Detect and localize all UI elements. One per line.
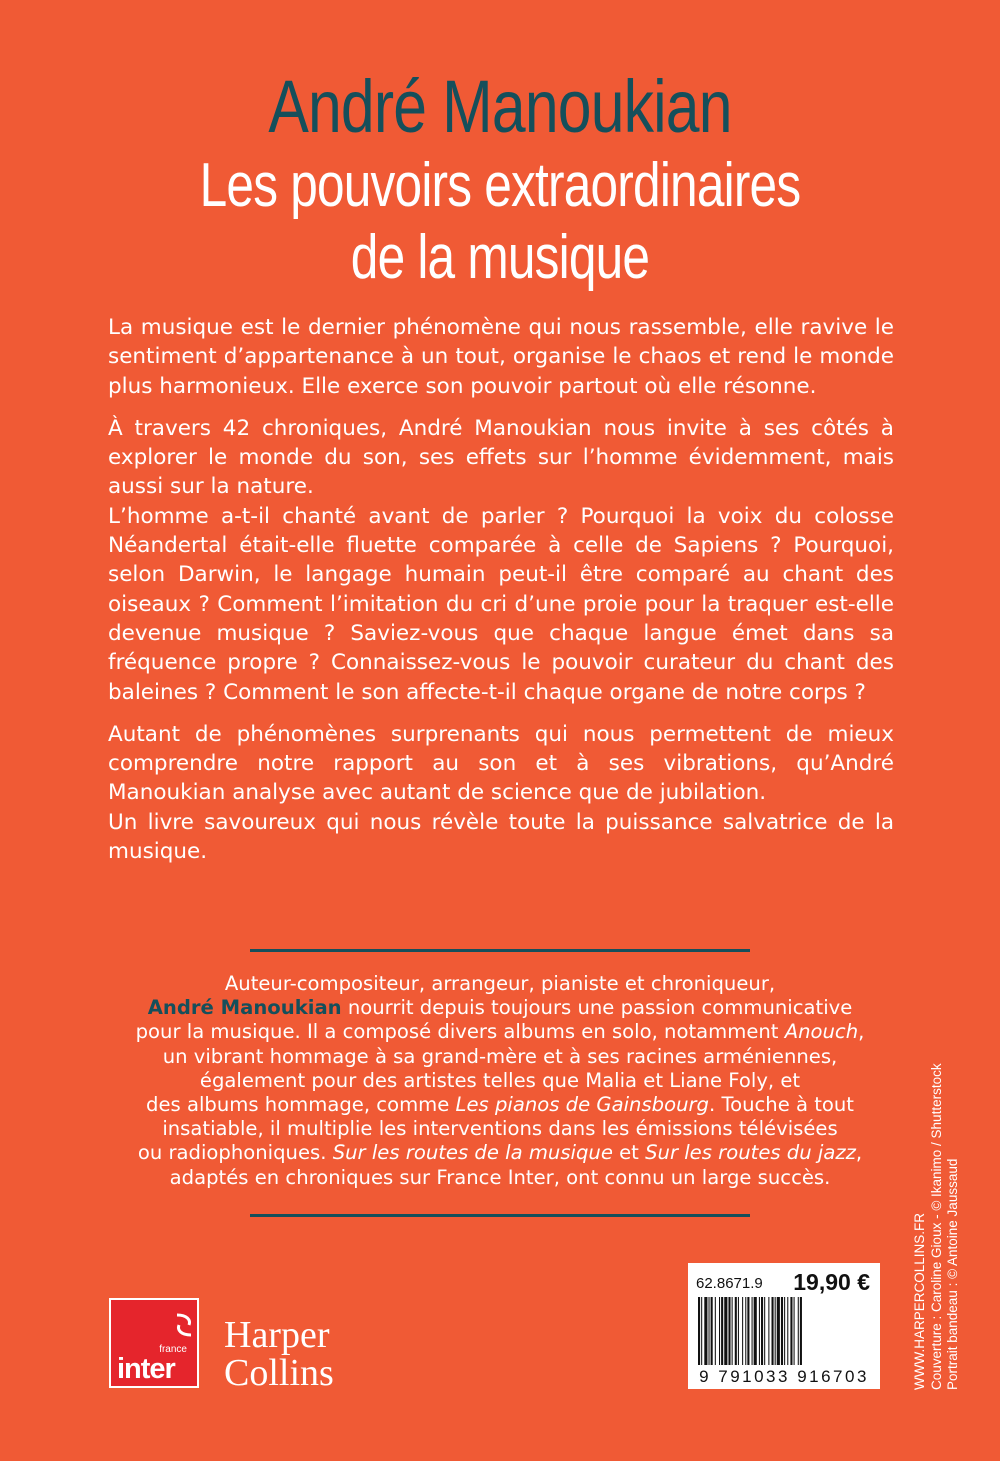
- blurb-paragraph-2: À travers 42 chroniques, André Manoukian nous invite à ses côtés à explorer le monde du son, ses effets sur l’homme évidemment, mais aussi sur la nature.: [108, 415, 894, 500]
- barcode-box: [688, 1263, 880, 1389]
- barcode-bar: [742, 1297, 743, 1365]
- barcode-bar: [794, 1297, 795, 1365]
- bio-text: ,: [858, 1020, 865, 1044]
- barcode-bar: [724, 1297, 727, 1365]
- bio-line: insatiable, il multiplie les interventions dans les émissions télévisées: [162, 1117, 838, 1141]
- barcode-bar: [768, 1297, 769, 1365]
- bio-text: des albums hommage, comme: [146, 1093, 456, 1117]
- barcode-bar: [728, 1297, 730, 1365]
- barcode-bar: [781, 1297, 783, 1365]
- isbn-number: 9 791033 916703: [699, 1367, 869, 1386]
- harpercollins-logo: [224, 1316, 334, 1392]
- bio-author-name: André Manoukian: [147, 996, 342, 1020]
- barcode-bar: [764, 1297, 765, 1365]
- harpercollins-line-1: Harper: [224, 1314, 330, 1356]
- bio-line: [100, 1020, 900, 1044]
- barcode-bar: [704, 1297, 707, 1365]
- bio-line: [100, 1141, 900, 1165]
- bio-line: [100, 996, 900, 1020]
- barcode-bar: [721, 1297, 723, 1365]
- bio-album-title: Anouch: [784, 1020, 859, 1044]
- bio-line: [100, 1093, 900, 1117]
- bio-text: pour la musique. Il a composé divers albums en solo, notamment: [135, 1020, 785, 1044]
- divider-bottom: [250, 1214, 750, 1217]
- barcode-bar: [790, 1297, 792, 1365]
- blurb-paragraph-3: L’homme a-t-il chanté avant de parler ? Pourquoi la voix du colosse Néandertal était-elle fluette comparée à celle de Sapiens ? Pourquoi, selon Darwin, le langage humain peut-il être comparé au chant des oiseaux ? Comment l’imitation du cri d’une proie pour la traquer est-elle devenue musique ? Saviez-vous que chaque langue émet dans sa fréquence propre ? Connaissez-vous le pouvoir curateur du chant des baleines ? Comment le son affecte-t-il chaque organe de notre corps ?: [108, 503, 894, 705]
- bio-text: et: [612, 1141, 646, 1165]
- blurb-paragraph-5: Un livre savoureux qui nous révèle toute la puissance salvatrice de la musique.: [108, 809, 894, 865]
- bio-line: également pour des artistes telles que Malia et Liane Foly, et: [199, 1068, 801, 1092]
- barcode-bar: [759, 1297, 760, 1365]
- price: 19,90 €: [793, 1269, 870, 1295]
- barcode-bar: [745, 1297, 746, 1365]
- barcode-bar: [735, 1297, 737, 1365]
- barcode-bar: [711, 1297, 713, 1365]
- bio-show-title: Sur les routes de la musique: [332, 1141, 613, 1165]
- website-link[interactable]: WWW.HARPERCOLLINS.FR: [912, 1212, 927, 1390]
- blurb-paragraph-1: La musique est le dernier phénomène qui nous rassemble, elle ravive le sentiment d’appartenance à un tout, organise le chaos et rend le monde plus harmonieux. Elle exerce son pouvoir partout où elle résonne.: [108, 315, 894, 399]
- bio-text: . Touche à tout: [709, 1093, 854, 1117]
- barcode-bar: [698, 1297, 700, 1365]
- barcode-bar: [752, 1297, 753, 1365]
- barcode-bar: [701, 1297, 702, 1365]
- france-inter-logo: [109, 1298, 199, 1388]
- barcode-bar: [732, 1297, 733, 1365]
- side-credits: [912, 970, 962, 1390]
- bio-line: adaptés en chroniques sur France Inter, ont connu un large succès.: [169, 1165, 831, 1189]
- bio-album-title: Les pianos de Gainsbourg: [455, 1093, 709, 1117]
- product-code: 62.8671.9: [696, 1275, 763, 1292]
- barcode-bar: [715, 1297, 716, 1365]
- barcode-bar: [754, 1297, 757, 1365]
- barcode-bar: [775, 1297, 776, 1365]
- book-title: [100, 150, 900, 294]
- barcode-bars: [698, 1297, 870, 1365]
- barcode-bar: [798, 1297, 799, 1365]
- france-inter-small-text: france: [159, 1344, 187, 1355]
- france-inter-swirl-icon: [173, 1312, 195, 1338]
- cover-credit: Couverture : Caroline Gioux - © Ikanimo / Shutterstock: [928, 1063, 944, 1390]
- barcode-bar: [800, 1297, 802, 1365]
- barcode-bar: [772, 1297, 774, 1365]
- bio-line: Auteur-compositeur, arrangeur, pianiste et chroniqueur,: [224, 972, 776, 995]
- bio-text: ou radiophoniques.: [137, 1141, 333, 1165]
- france-inter-big-text: inter: [117, 1353, 175, 1385]
- harpercollins-line-2: Collins: [224, 1352, 334, 1394]
- barcode-bar: [747, 1297, 749, 1365]
- title-line-2: de la musique: [350, 223, 650, 292]
- barcode-bar: [777, 1297, 780, 1365]
- barcode-bar: [761, 1297, 763, 1365]
- bio-line: un vibrant hommage à sa grand-mère et à ses racines arméniennes,: [162, 1044, 838, 1068]
- blurb: [108, 313, 894, 866]
- author-name: André Manoukian: [268, 65, 732, 148]
- bio-text: nourrit depuis toujours une passion communicative: [341, 996, 853, 1020]
- barcode-bar: [784, 1297, 785, 1365]
- barcode-bar: [719, 1297, 720, 1365]
- divider-top: [250, 949, 750, 952]
- portrait-credit: Portrait bandeau : © Antoine Jaussaud: [945, 1158, 960, 1390]
- barcode-bar: [738, 1297, 739, 1365]
- author-bio: [100, 972, 900, 1190]
- barcode-bar: [709, 1297, 710, 1365]
- blurb-paragraph-4: Autant de phénomènes surprenants qui nous permettent de mieux comprendre notre rapport au son et à ses vibrations, qu’André Manoukian analyse avec autant de science que de jubilation.: [108, 721, 894, 806]
- barcode-bar: [787, 1297, 788, 1365]
- bio-text: ,: [855, 1141, 863, 1165]
- title-line-1: Les pouvoirs extraordinaires: [199, 151, 801, 220]
- bio-show-title: Sur les routes du jazz: [645, 1141, 856, 1165]
